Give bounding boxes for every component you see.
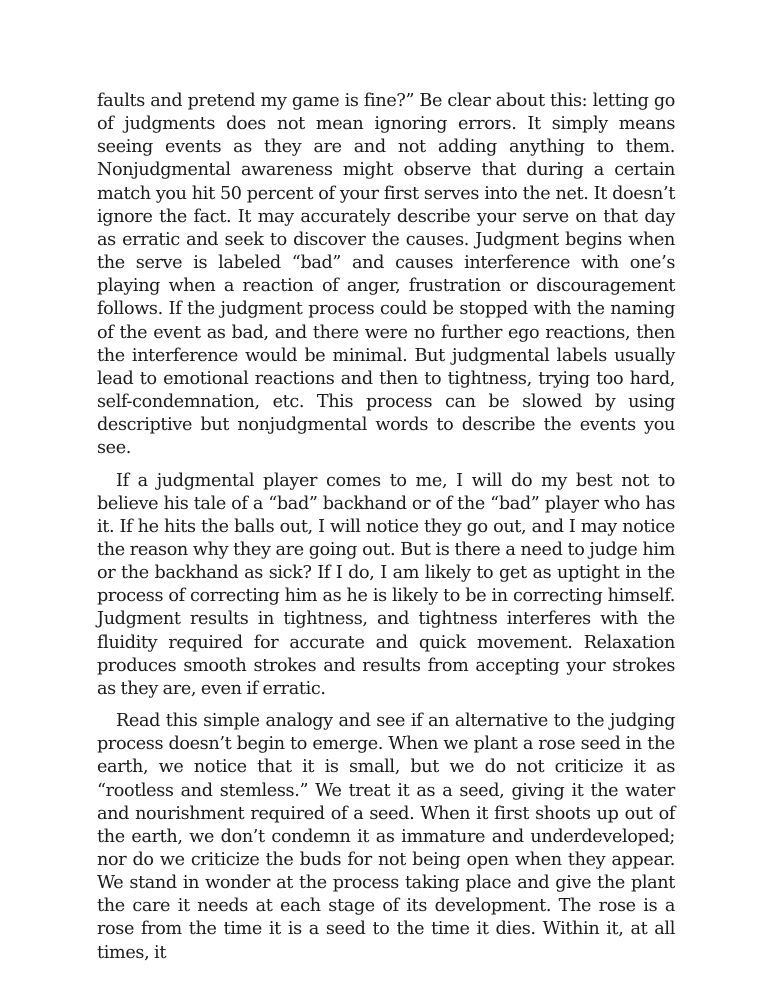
paragraph-2: If a judgmental player comes to me, I will do my best not to believe his tale of a “bad” backhand or of the “bad” player who has it. If he hits the balls out, I will notice they go out, and I may notice the reason why they are going out. But is there a need to judge him or the backhand as sick? If I do, I am likely to get as uptight in the process of correcting him as he is likely to be in correcting himself. Judgment results in tightness, and tightness interferes with the fluidity required for accurate and quick movement. Relaxation produces smooth strokes and results from accepting your strokes as they are, even if erratic. <box>97 470 675 699</box>
page-body <box>97 90 675 974</box>
paragraph-3: Read this simple analogy and see if an alternative to the judging process doesn’t begin to emerge. When we plant a rose seed in the earth, we notice that it is small, but we do not criticize it as “rootless and stemless.” We treat it as a seed, giving it the water and nourishment required of a seed. When it first shoots up out of the earth, we don’t condemn it as immature and underdeveloped; nor do we criticize the buds for not being open when they appear. We stand in wonder at the process taking place and give the plant the care it needs at each stage of its development. The rose is a rose from the time it is a seed to the time it dies. Within it, at all times, it <box>97 711 675 963</box>
paragraph-1: faults and pretend my game is fine?” Be clear about this: letting go of judgments does not mean ignoring errors. It simply means seeing events as they are and not adding anything to them. Nonjudgmental awareness might observe that during a certain match you hit 50 percent of your first serves into the net. It doesn’t ignore the fact. It may accurately describe your serve on that day as erratic and seek to discover the causes. Judgment begins when the serve is labeled “bad” and causes interference with one’s playing when a reaction of anger, frustration or discouragement follows. If the judgment process could be stopped with the naming of the event as bad, and there were no further ego reactions, then the interference would be minimal. But judgmental labels usually lead to emotional reactions and then to tightness, trying too hard, self-condemnation, etc. This process can be slowed by using descriptive but nonjudgmental words to describe the events you see. <box>97 91 675 459</box>
